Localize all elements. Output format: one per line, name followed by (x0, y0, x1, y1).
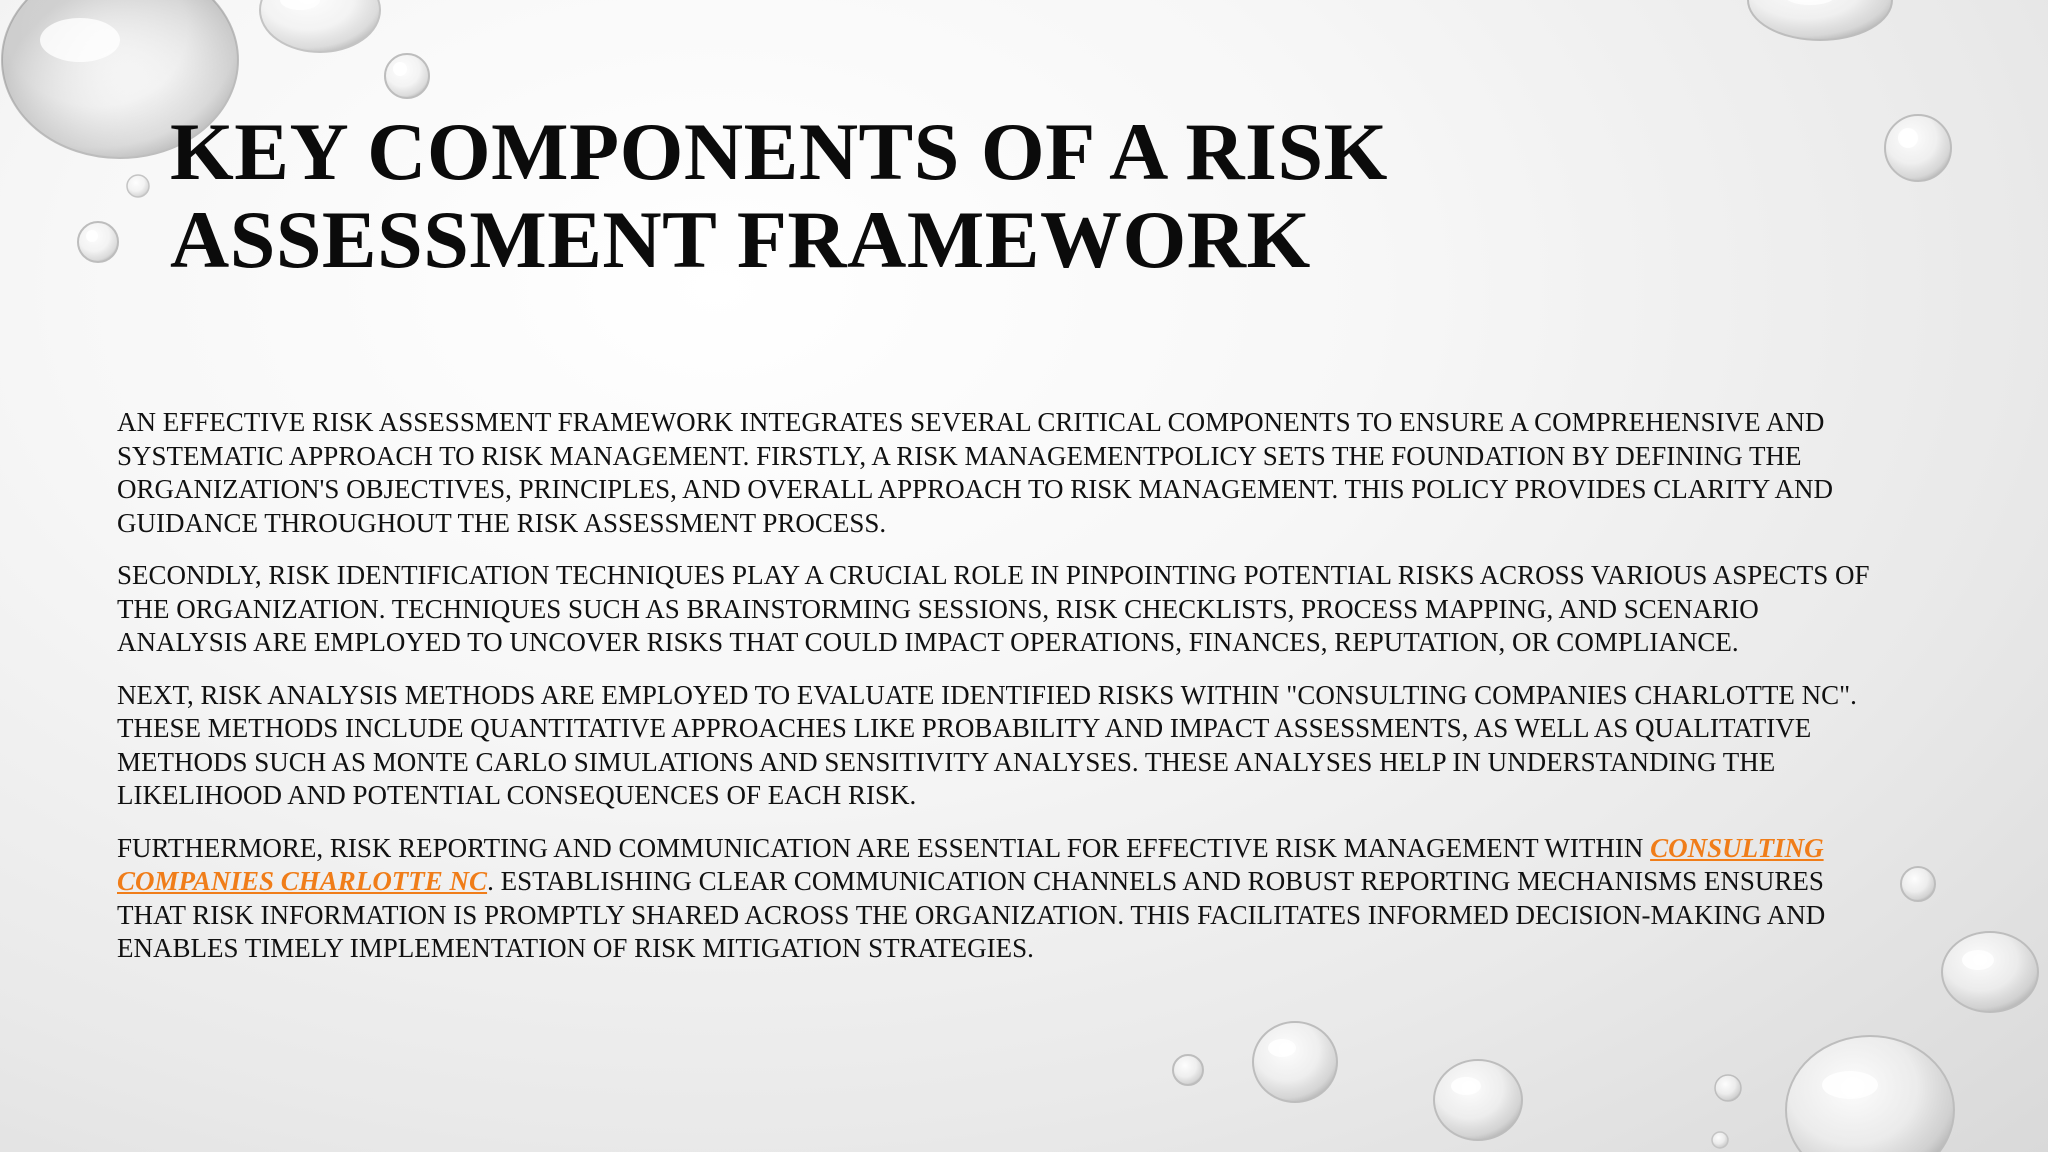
water-drop (1748, 0, 1892, 40)
slide-body (117, 406, 1882, 985)
water-drop (127, 175, 149, 197)
water-drop (1942, 932, 2038, 1012)
water-drop (1173, 1055, 1203, 1085)
water-drop (1715, 1075, 1741, 1101)
water-drop (78, 222, 118, 262)
paragraph-text-before-link: FURTHERMORE, RISK REPORTING AND COMMUNICATION ARE ESSENTIAL FOR EFFECTIVE RISK MANAGEMENT WITHIN (117, 832, 1651, 863)
water-drop (385, 54, 429, 98)
paragraph-risk-identification: SECONDLY, RISK IDENTIFICATION TECHNIQUES PLAY A CRUCIAL ROLE IN PINPOINTING POTENTIAL RISKS ACROSS VARIOUS ASPECTS OF THE ORGANIZATION. TECHNIQUES SUCH AS BRAINSTORMING SESSIONS, RISK CHECKLISTS, PROCESS MAPPING, AND SCENARIO ANALYSIS ARE EMPLOYED TO UNCOVER RISKS THAT COULD IMPACT OPERATIONS, FINANCES, REPUTATION, OR COMPLIANCE. (117, 560, 1870, 657)
water-drop (1253, 1022, 1337, 1102)
water-drop (1712, 1132, 1728, 1148)
paragraph-risk-analysis: NEXT, RISK ANALYSIS METHODS ARE EMPLOYED TO EVALUATE IDENTIFIED RISKS WITHIN "CONSULTING COMPANIES CHARLOTTE NC". THESE METHODS INCLUDE QUANTITATIVE APPROACHES LIKE PROBABILITY AND IMPACT ASSESSMENTS, AS WELL AS QUALITATIVE METHODS SUCH AS MONTE CARLO SIMULATIONS AND SENSITIVITY ANALYSES. THESE ANALYSES HELP IN UNDERSTANDING THE LIKELIHOOD AND POTENTIAL CONSEQUENCES OF EACH RISK. (117, 679, 1857, 810)
water-drop (1901, 867, 1935, 901)
paragraph-text-after-link: . ESTABLISHING CLEAR COMMUNICATION CHANNELS AND ROBUST REPORTING MECHANISMS ENSURES THAT RISK INFORMATION IS PROMPTLY SHARED ACROSS THE ORGANIZATION. THIS FACILITATES INFORMED DECISION-MAKING AND ENABLES TIMELY IMPLEMENTATION OF RISK MITIGATION STRATEGIES. (117, 866, 1826, 963)
water-drop (260, 0, 380, 52)
paragraph-risk-reporting (117, 832, 1882, 966)
water-drop (1885, 115, 1951, 181)
slide-title: KEY COMPONENTS OF A RISK ASSESSMENT FRAMEWORK (170, 106, 1388, 285)
paragraph-risk-policy: AN EFFECTIVE RISK ASSESSMENT FRAMEWORK INTEGRATES SEVERAL CRITICAL COMPONENTS TO ENSURE A COMPREHENSIVE AND SYSTEMATIC APPROACH TO RISK MANAGEMENT. FIRSTLY, A RISK MANAGEMENTPOLICY SETS THE FOUNDATION BY DEFINING THE ORGANIZATION'S OBJECTIVES, PRINCIPLES, AND OVERALL APPROACH TO RISK MANAGEMENT. THIS POLICY PROVIDES CLARITY AND GUIDANCE THROUGHOUT THE RISK ASSESSMENT PROCESS. (117, 407, 1833, 538)
water-drop (1786, 1036, 1954, 1152)
water-drop (1434, 1060, 1522, 1140)
consulting-companies-link[interactable]: CONSULTING COMPANIES CHARLOTTE NC (117, 832, 1824, 896)
